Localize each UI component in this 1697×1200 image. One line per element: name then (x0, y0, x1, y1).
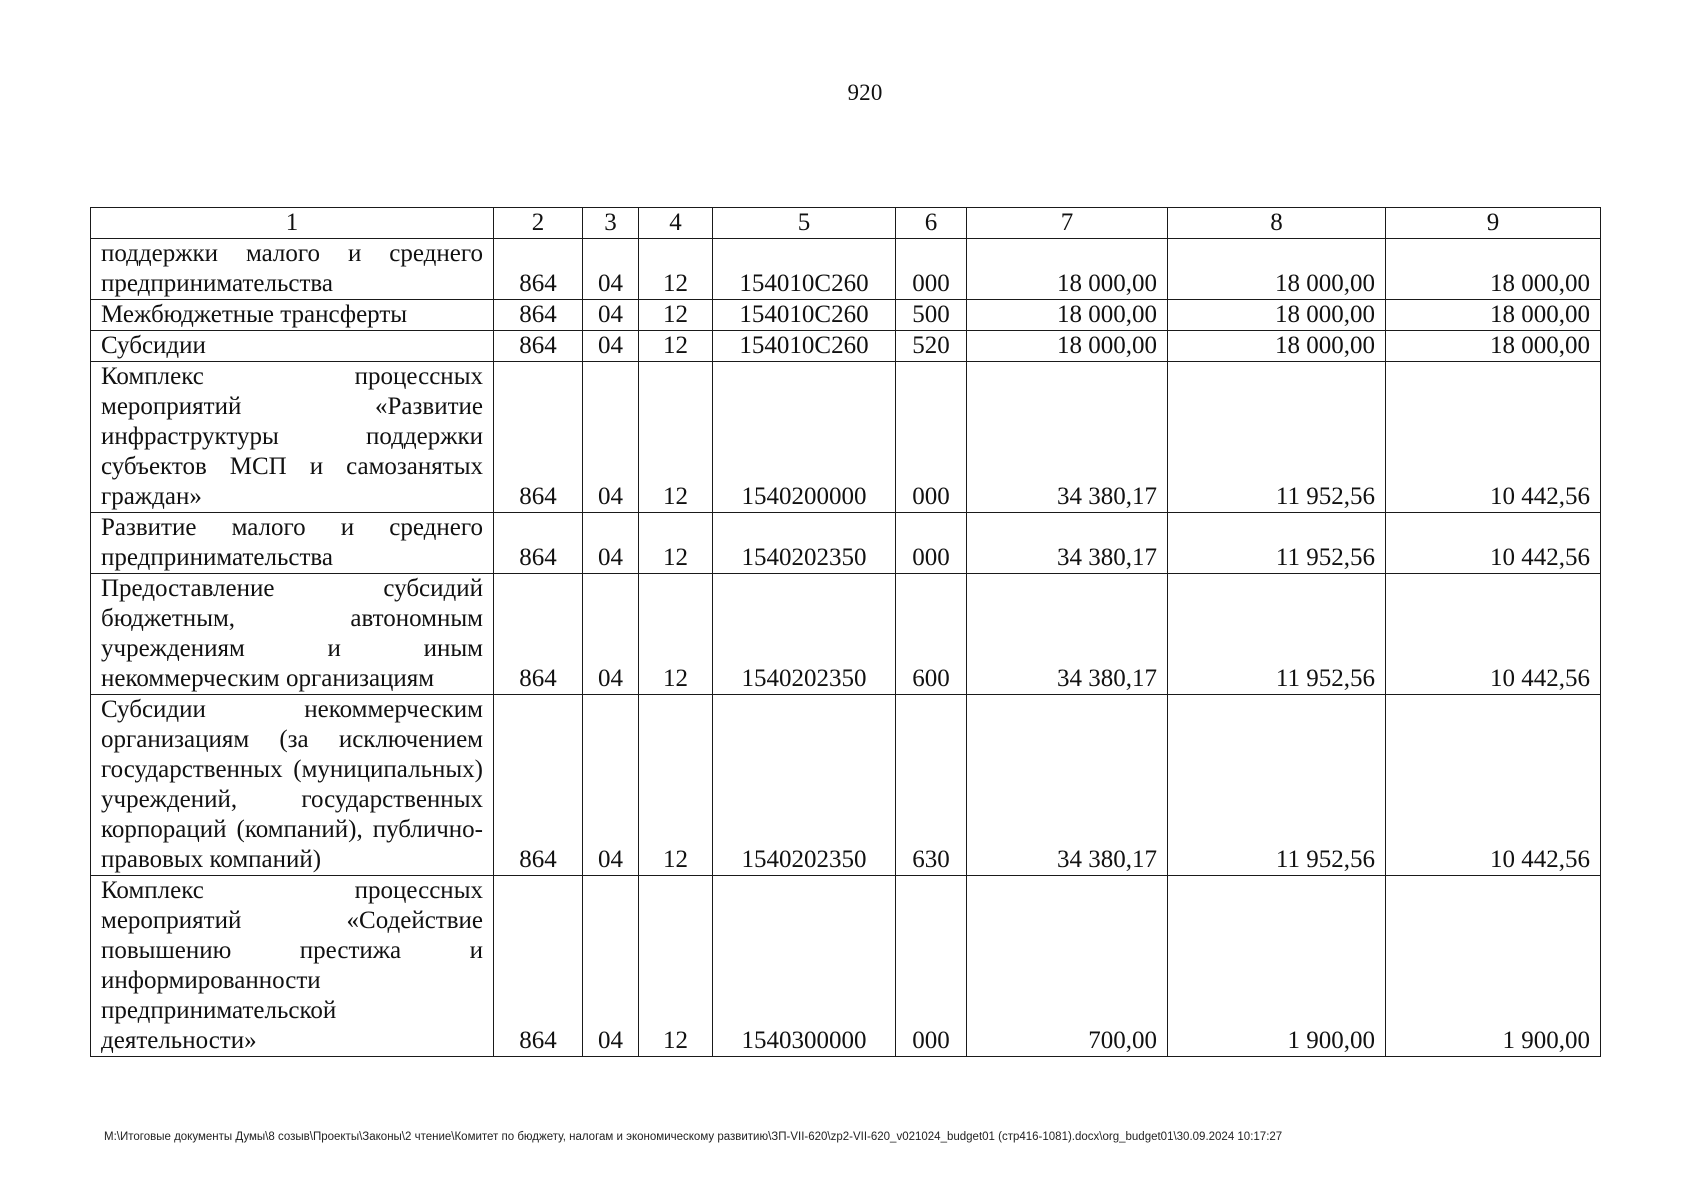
section-code: 04 (583, 695, 639, 876)
table-header-row (91, 208, 1601, 239)
admin-code: 864 (494, 876, 583, 1057)
budget-table (90, 207, 1601, 1057)
amount-col9: 10 442,56 (1386, 695, 1601, 876)
document-path-footer: M:\Итоговые документы Думы\8 созыв\Проекты\Законы\2 чтение\Комитет по бюджету, налогам и экономическому развитию\ЗП-VII-620\zp2-VII-620_v021024_budget01 (стр416-1081).docx\org_budget01\30.09.2024 10:17:27 (104, 1131, 1283, 1143)
amount-col9: 10 442,56 (1386, 574, 1601, 695)
target-code: 154010С260 (713, 300, 896, 331)
amount-col7: 18 000,00 (967, 300, 1168, 331)
amount-col9: 18 000,00 (1386, 300, 1601, 331)
column-header: 8 (1168, 208, 1386, 239)
expense-kind-code: 600 (896, 574, 967, 695)
table-row (91, 513, 1601, 574)
admin-code: 864 (494, 239, 583, 300)
table-row (91, 239, 1601, 300)
table-row (91, 362, 1601, 513)
admin-code: 864 (494, 300, 583, 331)
amount-col7: 700,00 (967, 876, 1168, 1057)
amount-col8: 11 952,56 (1168, 362, 1386, 513)
table-row (91, 876, 1601, 1057)
row-name: Межбюджетные трансферты (91, 300, 494, 331)
admin-code: 864 (494, 574, 583, 695)
amount-col8: 18 000,00 (1168, 239, 1386, 300)
column-header: 7 (967, 208, 1168, 239)
table-row (91, 574, 1601, 695)
column-header: 3 (583, 208, 639, 239)
section-code: 04 (583, 362, 639, 513)
amount-col8: 11 952,56 (1168, 513, 1386, 574)
admin-code: 864 (494, 331, 583, 362)
amount-col8: 18 000,00 (1168, 300, 1386, 331)
section-code: 04 (583, 300, 639, 331)
row-name: поддержки малого и среднего предпринимательства (91, 239, 494, 300)
amount-col8: 11 952,56 (1168, 695, 1386, 876)
section-code: 04 (583, 876, 639, 1057)
amount-col9: 18 000,00 (1386, 331, 1601, 362)
amount-col7: 34 380,17 (967, 574, 1168, 695)
column-header: 2 (494, 208, 583, 239)
row-name: Комплекс процессных мероприятий «Развитие инфраструктуры поддержки субъектов МСП и самозанятых граждан» (91, 362, 494, 513)
expense-kind-code: 000 (896, 362, 967, 513)
row-name: Субсидии (91, 331, 494, 362)
row-name: Предоставление субсидий бюджетным, автономным учреждениям и иным некоммерческим организациям (91, 574, 494, 695)
section-code: 04 (583, 513, 639, 574)
amount-col9: 1 900,00 (1386, 876, 1601, 1057)
amount-col7: 34 380,17 (967, 695, 1168, 876)
expense-kind-code: 000 (896, 239, 967, 300)
amount-col7: 18 000,00 (967, 331, 1168, 362)
section-code: 04 (583, 574, 639, 695)
subsection-code: 12 (639, 331, 713, 362)
target-code: 1540202350 (713, 574, 896, 695)
row-name: Субсидии некоммерческим организациям (за исключением государственных (муниципальных) учреждений, государственных корпораций (компаний), публично-правовых компаний) (91, 695, 494, 876)
column-header: 9 (1386, 208, 1601, 239)
subsection-code: 12 (639, 362, 713, 513)
column-header: 1 (91, 208, 494, 239)
expense-kind-code: 630 (896, 695, 967, 876)
table-row (91, 695, 1601, 876)
subsection-code: 12 (639, 513, 713, 574)
expense-kind-code: 500 (896, 300, 967, 331)
subsection-code: 12 (639, 239, 713, 300)
subsection-code: 12 (639, 574, 713, 695)
target-code: 1540200000 (713, 362, 896, 513)
amount-col8: 1 900,00 (1168, 876, 1386, 1057)
target-code: 154010С260 (713, 239, 896, 300)
page-number: 920 (847, 80, 883, 105)
subsection-code: 12 (639, 695, 713, 876)
table-row (91, 300, 1601, 331)
expense-kind-code: 000 (896, 876, 967, 1057)
amount-col9: 10 442,56 (1386, 513, 1601, 574)
subsection-code: 12 (639, 876, 713, 1057)
target-code: 1540202350 (713, 695, 896, 876)
amount-col9: 10 442,56 (1386, 362, 1601, 513)
section-code: 04 (583, 331, 639, 362)
target-code: 1540202350 (713, 513, 896, 574)
admin-code: 864 (494, 362, 583, 513)
column-header: 5 (713, 208, 896, 239)
column-header: 4 (639, 208, 713, 239)
admin-code: 864 (494, 513, 583, 574)
amount-col9: 18 000,00 (1386, 239, 1601, 300)
amount-col8: 18 000,00 (1168, 331, 1386, 362)
amount-col8: 11 952,56 (1168, 574, 1386, 695)
row-name: Развитие малого и среднего предпринимательства (91, 513, 494, 574)
subsection-code: 12 (639, 300, 713, 331)
row-name: Комплекс процессных мероприятий «Содействие повышению престижа и информированности предпринимательской деятельности» (91, 876, 494, 1057)
target-code: 154010С260 (713, 331, 896, 362)
expense-kind-code: 000 (896, 513, 967, 574)
amount-col7: 18 000,00 (967, 239, 1168, 300)
expense-kind-code: 520 (896, 331, 967, 362)
amount-col7: 34 380,17 (967, 513, 1168, 574)
table-row (91, 331, 1601, 362)
admin-code: 864 (494, 695, 583, 876)
column-header: 6 (896, 208, 967, 239)
target-code: 1540300000 (713, 876, 896, 1057)
section-code: 04 (583, 239, 639, 300)
amount-col7: 34 380,17 (967, 362, 1168, 513)
